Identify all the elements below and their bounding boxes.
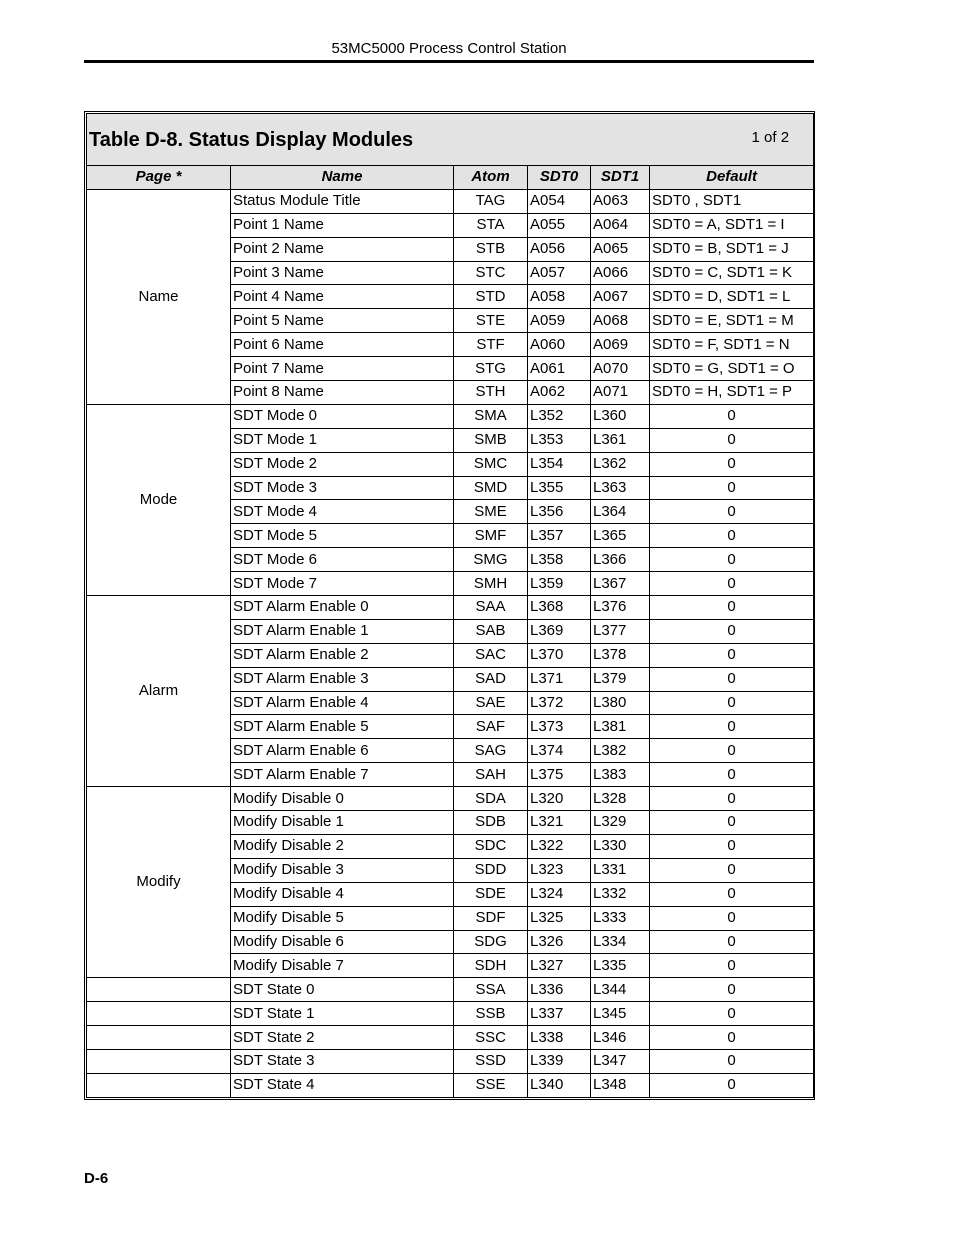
atom-cell: SDB: [454, 811, 528, 835]
default-cell: 0: [650, 954, 814, 978]
sdt0-cell: L352: [528, 404, 591, 428]
page-group-cell: Mode: [87, 404, 231, 595]
name-cell: Point 5 Name: [231, 309, 454, 333]
default-cell: 0: [650, 739, 814, 763]
default-cell: 0: [650, 1002, 814, 1026]
sdt0-cell: L338: [528, 1026, 591, 1050]
sdt0-cell: L354: [528, 452, 591, 476]
sdt0-cell: L358: [528, 548, 591, 572]
sdt1-cell: L346: [591, 1026, 650, 1050]
atom-cell: SME: [454, 500, 528, 524]
name-cell: SDT Mode 1: [231, 428, 454, 452]
name-cell: SDT Mode 5: [231, 524, 454, 548]
default-cell: 0: [650, 834, 814, 858]
default-cell: 0: [650, 643, 814, 667]
name-cell: SDT Alarm Enable 5: [231, 715, 454, 739]
default-cell: 0: [650, 500, 814, 524]
default-cell: 0: [650, 787, 814, 811]
table-row: [87, 787, 814, 811]
sdt0-cell: L369: [528, 619, 591, 643]
atom-cell: SDG: [454, 930, 528, 954]
page-group-cell: [87, 978, 231, 1002]
atom-cell: SSA: [454, 978, 528, 1002]
sdt0-cell: L327: [528, 954, 591, 978]
table-row: [87, 1026, 814, 1050]
table-row: [87, 596, 814, 620]
atom-cell: SDE: [454, 882, 528, 906]
sdt1-cell: A068: [591, 309, 650, 333]
sdt0-cell: L353: [528, 428, 591, 452]
atom-cell: SAH: [454, 763, 528, 787]
sdt0-cell: L337: [528, 1002, 591, 1026]
atom-cell: STE: [454, 309, 528, 333]
sdt1-cell: L329: [591, 811, 650, 835]
sdt0-cell: L340: [528, 1073, 591, 1097]
sdt0-cell: L336: [528, 978, 591, 1002]
sdt1-cell: L333: [591, 906, 650, 930]
name-cell: SDT Mode 0: [231, 404, 454, 428]
default-cell: 0: [650, 1026, 814, 1050]
sdt0-cell: A054: [528, 189, 591, 213]
sdt1-cell: A066: [591, 261, 650, 285]
name-cell: Modify Disable 6: [231, 930, 454, 954]
default-cell: SDT0 = F, SDT1 = N: [650, 333, 814, 357]
column-header-atom: Atom: [454, 166, 528, 190]
name-cell: SDT Alarm Enable 4: [231, 691, 454, 715]
default-cell: SDT0 = H, SDT1 = P: [650, 381, 814, 405]
sdt1-cell: L362: [591, 452, 650, 476]
name-cell: Point 2 Name: [231, 237, 454, 261]
atom-cell: SMC: [454, 452, 528, 476]
sdt1-cell: L344: [591, 978, 650, 1002]
name-cell: Modify Disable 5: [231, 906, 454, 930]
sdt0-cell: L368: [528, 596, 591, 620]
atom-cell: SAF: [454, 715, 528, 739]
default-cell: 0: [650, 596, 814, 620]
column-header-sdt1: SDT1: [591, 166, 650, 190]
sdt1-cell: L332: [591, 882, 650, 906]
sdt0-cell: L339: [528, 1049, 591, 1073]
name-cell: SDT Mode 4: [231, 500, 454, 524]
sdt1-cell: L330: [591, 834, 650, 858]
name-cell: Point 7 Name: [231, 357, 454, 381]
sdt0-cell: L323: [528, 858, 591, 882]
atom-cell: SAD: [454, 667, 528, 691]
table-row: [87, 1049, 814, 1073]
atom-cell: SDF: [454, 906, 528, 930]
default-cell: SDT0 = D, SDT1 = L: [650, 285, 814, 309]
default-cell: SDT0 = A, SDT1 = I: [650, 213, 814, 237]
default-cell: 0: [650, 811, 814, 835]
atom-cell: SAE: [454, 691, 528, 715]
sdt1-cell: A069: [591, 333, 650, 357]
page-group-cell: Name: [87, 189, 231, 404]
page-group-cell: Alarm: [87, 596, 231, 787]
page-number: D-6: [84, 1170, 109, 1187]
default-cell: 0: [650, 1049, 814, 1073]
name-cell: SDT Alarm Enable 1: [231, 619, 454, 643]
page-group-cell: [87, 1073, 231, 1097]
atom-cell: SAA: [454, 596, 528, 620]
table-title-row: [87, 114, 814, 166]
atom-cell: SAB: [454, 619, 528, 643]
column-header-sdt0: SDT0: [528, 166, 591, 190]
sdt0-cell: L325: [528, 906, 591, 930]
page-group-cell: [87, 1002, 231, 1026]
name-cell: Point 8 Name: [231, 381, 454, 405]
atom-cell: TAG: [454, 189, 528, 213]
sdt1-cell: L378: [591, 643, 650, 667]
atom-cell: SSE: [454, 1073, 528, 1097]
atom-cell: SDA: [454, 787, 528, 811]
sdt1-cell: L382: [591, 739, 650, 763]
sdt1-cell: L334: [591, 930, 650, 954]
atom-cell: SMB: [454, 428, 528, 452]
sdt1-cell: L376: [591, 596, 650, 620]
header-rule: [84, 60, 814, 63]
default-cell: 0: [650, 882, 814, 906]
default-cell: 0: [650, 524, 814, 548]
atom-cell: SSB: [454, 1002, 528, 1026]
sdt0-cell: L324: [528, 882, 591, 906]
column-header-name: Name: [231, 166, 454, 190]
table-row: [87, 404, 814, 428]
atom-cell: SDD: [454, 858, 528, 882]
page-group-cell: [87, 1049, 231, 1073]
default-cell: 0: [650, 572, 814, 596]
name-cell: Point 4 Name: [231, 285, 454, 309]
sdt1-cell: L366: [591, 548, 650, 572]
default-cell: SDT0 , SDT1: [650, 189, 814, 213]
atom-cell: SAC: [454, 643, 528, 667]
default-cell: SDT0 = B, SDT1 = J: [650, 237, 814, 261]
sdt1-cell: L331: [591, 858, 650, 882]
name-cell: SDT Alarm Enable 7: [231, 763, 454, 787]
sdt0-cell: L322: [528, 834, 591, 858]
sdt0-cell: L374: [528, 739, 591, 763]
default-cell: 0: [650, 548, 814, 572]
sdt0-cell: L371: [528, 667, 591, 691]
sdt1-cell: L379: [591, 667, 650, 691]
sdt1-cell: L381: [591, 715, 650, 739]
atom-cell: SMH: [454, 572, 528, 596]
sdt0-cell: L326: [528, 930, 591, 954]
name-cell: SDT Mode 7: [231, 572, 454, 596]
sdt1-cell: L383: [591, 763, 650, 787]
sdt1-cell: A070: [591, 357, 650, 381]
default-cell: SDT0 = G, SDT1 = O: [650, 357, 814, 381]
table-header-row: [87, 166, 814, 190]
sdt0-cell: A057: [528, 261, 591, 285]
name-cell: Point 1 Name: [231, 213, 454, 237]
atom-cell: SMD: [454, 476, 528, 500]
name-cell: SDT State 3: [231, 1049, 454, 1073]
atom-cell: STB: [454, 237, 528, 261]
sdt1-cell: A064: [591, 213, 650, 237]
sdt1-cell: L345: [591, 1002, 650, 1026]
sdt1-cell: L377: [591, 619, 650, 643]
table-row: [87, 1073, 814, 1097]
sdt0-cell: L375: [528, 763, 591, 787]
name-cell: Modify Disable 4: [231, 882, 454, 906]
name-cell: SDT Mode 6: [231, 548, 454, 572]
atom-cell: STA: [454, 213, 528, 237]
sdt0-cell: L359: [528, 572, 591, 596]
atom-cell: STC: [454, 261, 528, 285]
sdt1-cell: A067: [591, 285, 650, 309]
sdt0-cell: L321: [528, 811, 591, 835]
default-cell: 0: [650, 404, 814, 428]
name-cell: SDT State 1: [231, 1002, 454, 1026]
default-cell: 0: [650, 691, 814, 715]
atom-cell: SDC: [454, 834, 528, 858]
default-cell: 0: [650, 667, 814, 691]
sdt0-cell: A056: [528, 237, 591, 261]
atom-cell: SDH: [454, 954, 528, 978]
name-cell: SDT Alarm Enable 6: [231, 739, 454, 763]
column-header-page: Page *: [87, 166, 231, 190]
table-row: [87, 978, 814, 1002]
name-cell: SDT Mode 2: [231, 452, 454, 476]
name-cell: Modify Disable 1: [231, 811, 454, 835]
page-group-cell: [87, 1026, 231, 1050]
default-cell: 0: [650, 858, 814, 882]
name-cell: Modify Disable 2: [231, 834, 454, 858]
atom-cell: STH: [454, 381, 528, 405]
default-cell: 0: [650, 763, 814, 787]
sdt0-cell: L320: [528, 787, 591, 811]
atom-cell: SSC: [454, 1026, 528, 1050]
default-cell: 0: [650, 1073, 814, 1097]
sdt1-cell: L328: [591, 787, 650, 811]
name-cell: Modify Disable 0: [231, 787, 454, 811]
sdt0-cell: A061: [528, 357, 591, 381]
sdt1-cell: A071: [591, 381, 650, 405]
sdt0-cell: A062: [528, 381, 591, 405]
default-cell: 0: [650, 619, 814, 643]
sdt0-cell: A060: [528, 333, 591, 357]
atom-cell: STG: [454, 357, 528, 381]
page-group-cell: Modify: [87, 787, 231, 978]
default-cell: SDT0 = E, SDT1 = M: [650, 309, 814, 333]
sdt1-cell: L360: [591, 404, 650, 428]
default-cell: 0: [650, 715, 814, 739]
atom-cell: STF: [454, 333, 528, 357]
sdt0-cell: L355: [528, 476, 591, 500]
sdt0-cell: L372: [528, 691, 591, 715]
sdt1-cell: L335: [591, 954, 650, 978]
name-cell: Point 3 Name: [231, 261, 454, 285]
running-head-title: 53MC5000 Process Control Station: [331, 40, 567, 57]
name-cell: SDT Alarm Enable 3: [231, 667, 454, 691]
sdt1-cell: A065: [591, 237, 650, 261]
default-cell: 0: [650, 476, 814, 500]
sdt0-cell: L356: [528, 500, 591, 524]
atom-cell: SMA: [454, 404, 528, 428]
atom-cell: SSD: [454, 1049, 528, 1073]
status-display-modules-table: [86, 113, 814, 1098]
name-cell: SDT State 4: [231, 1073, 454, 1097]
name-cell: Point 6 Name: [231, 333, 454, 357]
name-cell: Modify Disable 3: [231, 858, 454, 882]
sdt1-cell: L364: [591, 500, 650, 524]
default-cell: 0: [650, 428, 814, 452]
name-cell: SDT Mode 3: [231, 476, 454, 500]
default-cell: SDT0 = C, SDT1 = K: [650, 261, 814, 285]
atom-cell: SMF: [454, 524, 528, 548]
default-cell: 0: [650, 930, 814, 954]
atom-cell: SAG: [454, 739, 528, 763]
sdt1-cell: L348: [591, 1073, 650, 1097]
default-cell: 0: [650, 452, 814, 476]
default-cell: 0: [650, 906, 814, 930]
table-row: [87, 189, 814, 213]
sdt0-cell: A059: [528, 309, 591, 333]
sdt0-cell: A055: [528, 213, 591, 237]
name-cell: Modify Disable 7: [231, 954, 454, 978]
atom-cell: SMG: [454, 548, 528, 572]
sdt1-cell: L361: [591, 428, 650, 452]
sdt1-cell: L347: [591, 1049, 650, 1073]
name-cell: SDT Alarm Enable 2: [231, 643, 454, 667]
sdt1-cell: A063: [591, 189, 650, 213]
sdt0-cell: A058: [528, 285, 591, 309]
sdt1-cell: L363: [591, 476, 650, 500]
table-page-counter: 1 of 2: [751, 128, 790, 146]
sdt0-cell: L373: [528, 715, 591, 739]
name-cell: SDT State 0: [231, 978, 454, 1002]
table-title: Table D-8. Status Display Modules: [89, 128, 414, 151]
table-row: [87, 1002, 814, 1026]
default-cell: 0: [650, 978, 814, 1002]
sdt1-cell: L367: [591, 572, 650, 596]
sdt0-cell: L357: [528, 524, 591, 548]
atom-cell: STD: [454, 285, 528, 309]
sdt1-cell: L365: [591, 524, 650, 548]
name-cell: Status Module Title: [231, 189, 454, 213]
column-header-default: Default: [650, 166, 814, 190]
name-cell: SDT State 2: [231, 1026, 454, 1050]
sdt0-cell: L370: [528, 643, 591, 667]
sdt1-cell: L380: [591, 691, 650, 715]
status-display-modules-table-frame: [84, 111, 815, 1100]
name-cell: SDT Alarm Enable 0: [231, 596, 454, 620]
